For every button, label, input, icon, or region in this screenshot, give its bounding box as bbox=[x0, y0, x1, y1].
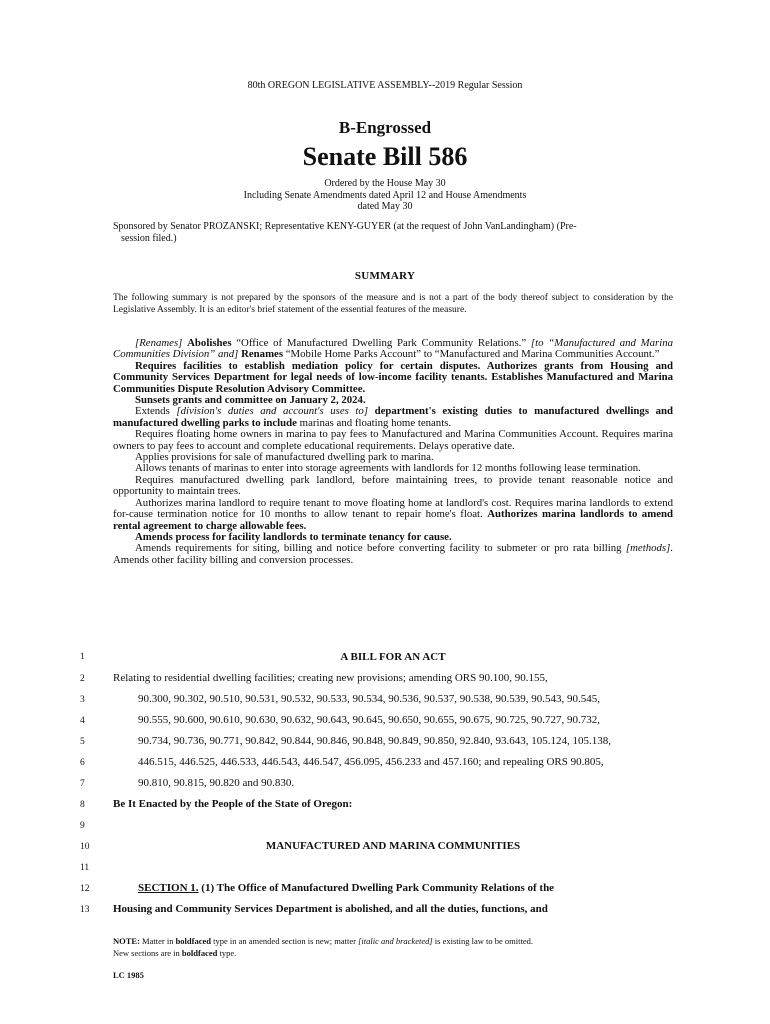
ordered-line: Including Senate Amendments dated April 12 and House Amendments bbox=[243, 189, 527, 201]
summary-text: Extends bbox=[135, 405, 177, 418]
summary-disclaimer: The following summary is not prepared by the sponsors of the measure and is not a part of the body thereof subject to consideration by the Legislative Assembly. It is an editor's brief statement of the essential features of the measure. bbox=[113, 293, 673, 315]
summary-paragraph bbox=[113, 498, 673, 532]
line-number: 10 bbox=[80, 842, 90, 852]
line-number: 7 bbox=[80, 779, 85, 789]
footer-note bbox=[113, 936, 673, 959]
deleted-text: [to “Manufactured and Marina Communities Division” and] bbox=[113, 337, 674, 361]
note-bold: boldfaced bbox=[175, 936, 211, 946]
summary-text: . Amends other facility billing and conversion processes. bbox=[113, 542, 673, 566]
bill-heading: A BILL FOR AN ACT bbox=[340, 651, 446, 663]
section-line: Housing and Community Services Department is abolished, and all the duties, functions, and bbox=[113, 903, 548, 915]
line-number: 2 bbox=[80, 674, 85, 684]
new-text: Requires facilities to establish mediation policy for certain disputes. Authorizes grants from Housing and Community Services Department for legal needs of low-income facility tenants. Establishes Manufactured and Marina Communities Dispute Resolution Advisory Committee. bbox=[113, 359, 673, 395]
new-text: Abolishes bbox=[187, 337, 232, 349]
summary-text: “Mobile Home Parks Account” to “Manufactured and Marina Communities Account.” bbox=[283, 348, 660, 361]
sponsors bbox=[113, 221, 673, 245]
deleted-text: [methods] bbox=[625, 542, 671, 555]
new-text: Authorizes marina landlords to amend rental agreement to charge allowable fees. bbox=[113, 508, 673, 532]
line-number: 3 bbox=[80, 695, 85, 705]
note-italic: [italic and bracketed] bbox=[358, 936, 433, 946]
relating-line: Relating to residential dwelling facilities; creating new provisions; amending ORS 90.100, 90.155, bbox=[113, 672, 548, 684]
note-label: NOTE: bbox=[113, 936, 140, 946]
note-text: Matter in bbox=[139, 936, 176, 946]
summary-body bbox=[113, 338, 673, 566]
line-number: 8 bbox=[80, 800, 85, 810]
note-text: type in an amended section is new; matter bbox=[211, 936, 359, 946]
session-header: 80th OREGON LEGISLATIVE ASSEMBLY--2019 Regular Session bbox=[247, 80, 523, 91]
line-number: 9 bbox=[80, 821, 85, 831]
note-text: type. bbox=[217, 947, 237, 958]
summary-paragraph bbox=[113, 338, 673, 361]
section-line bbox=[138, 881, 673, 895]
note-text: is existing law to be omitted. bbox=[432, 936, 534, 946]
line-number: 1 bbox=[80, 652, 85, 662]
bill-title: Senate Bill 586 bbox=[302, 142, 468, 171]
relating-line: 90.734, 90.736, 90.771, 90.842, 90.844, 90.846, 90.848, 90.849, 90.850, 92.840, 93.643, 105.124, 105.138, bbox=[138, 735, 611, 747]
deleted-text: [division's duties and account's uses to] bbox=[176, 405, 369, 418]
ordered-block bbox=[0, 178, 770, 213]
section-text: (1) The Office of Manufactured Dwelling Park Community Relations of the bbox=[198, 882, 555, 894]
footer-note-line bbox=[113, 936, 673, 948]
lc-number: LC 1985 bbox=[113, 970, 144, 980]
line-number: 4 bbox=[80, 716, 85, 726]
summary-paragraph: Requires floating home owners in marina to pay fees to Manufactured and Marina Communities Account. Requires marina owners to pay fees to account and complete educational requirements. Delays operative date. bbox=[113, 428, 673, 452]
ordered-line: dated May 30 bbox=[357, 201, 413, 212]
section-label: SECTION 1. bbox=[138, 882, 199, 894]
summary-heading: SUMMARY bbox=[354, 270, 416, 282]
new-text: department's existing duties to manufactured dwellings and manufactured dwelling parks to include bbox=[113, 405, 674, 429]
summary-paragraph: Requires manufactured dwelling park landlord, before maintaining trees, to provide tenant reasonable notice and opportunity to maintain trees. bbox=[113, 473, 673, 498]
new-text: Sunsets grants and committee on January 2, 2024. bbox=[135, 394, 366, 407]
summary-paragraph bbox=[113, 361, 673, 395]
summary-text: marinas and floating home tenants. bbox=[296, 416, 452, 429]
enacting-clause: Be It Enacted by the People of the State of Oregon: bbox=[113, 798, 353, 810]
summary-text: “Office of Manufactured Dwelling Park Community Relations.” bbox=[231, 337, 531, 349]
line-number: 5 bbox=[80, 737, 85, 747]
sponsors-line: Sponsored by Senator PROZANSKI; Representative KENY-GUYER (at the request of John VanLandingham) (Pre- bbox=[113, 221, 577, 232]
note-text: New sections are in bbox=[113, 947, 182, 958]
line-number: 12 bbox=[80, 884, 90, 894]
note-bold: boldfaced bbox=[181, 947, 218, 958]
summary-text: Authorizes marina landlord to require tenant to move floating home at landlord's cost. Requires marina landlords to extend for-cause termination notice for 10 months to allow tenant to repair home's float. bbox=[113, 496, 673, 521]
footer-note-line bbox=[113, 948, 673, 960]
ordered-line: Ordered by the House May 30 bbox=[324, 178, 446, 189]
summary-paragraph: Allows tenants of marinas to enter into storage agreements with landlords for 12 months following lease termination. bbox=[135, 462, 641, 475]
section-heading: MANUFACTURED AND MARINA COMMUNITIES bbox=[265, 840, 521, 852]
summary-text: Amends requirements for siting, billing and notice before converting facility to submeter or pro rata billing bbox=[135, 542, 626, 555]
sponsors-line: session filed.) bbox=[121, 233, 177, 244]
new-text: Renames bbox=[238, 348, 284, 361]
line-number: 11 bbox=[80, 863, 90, 873]
summary-paragraph: Applies provisions for sale of manufactured dwelling park to marina. bbox=[135, 451, 434, 464]
relating-line: 90.555, 90.600, 90.610, 90.630, 90.632, 90.643, 90.645, 90.650, 90.655, 90.675, 90.725, 90.727, 90.732, bbox=[138, 714, 600, 726]
summary-paragraph bbox=[113, 406, 673, 429]
relating-line: 90.810, 90.815, 90.820 and 90.830. bbox=[138, 777, 295, 789]
engrossed-label: B-Engrossed bbox=[338, 118, 432, 137]
line-number: 6 bbox=[80, 758, 85, 768]
line-number: 13 bbox=[80, 905, 90, 915]
relating-line: 90.300, 90.302, 90.510, 90.531, 90.532, 90.533, 90.534, 90.536, 90.537, 90.538, 90.539, 90.543, 90.545, bbox=[138, 693, 600, 705]
summary-paragraph bbox=[113, 543, 673, 566]
deleted-text: [Renames] bbox=[135, 337, 183, 349]
relating-line: 446.515, 446.525, 446.533, 446.543, 446.547, 456.095, 456.233 and 457.160; and repealing ORS 90.805, bbox=[138, 756, 604, 768]
new-text: Amends process for facility landlords to terminate tenancy for cause. bbox=[135, 530, 452, 543]
